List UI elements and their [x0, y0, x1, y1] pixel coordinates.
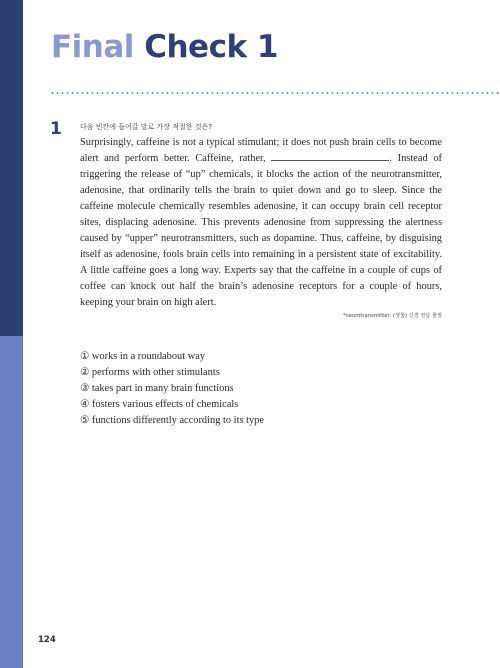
- question-passage: [80, 135, 442, 311]
- option-2: ② performs with other stimulants: [80, 367, 220, 378]
- page-title: [51, 29, 278, 65]
- passage-after-blank: . Instead of triggering the release of “up” chemicals, it blocks the action of the neurotransmitter, adenosine, that ordinarily tells the brain to quiet down and go to sleep. Since the caffeine molecule chemically resembles adenosine, it can occupy brain cell receptor sites, displacing adenosine. This prevents adenosine from suppressing the alertness caused by “upper” neurotransmitters, such as dopamine. Thus, caffeine, by disguising itself as adenosine, fools brain cells into remaining in a persistent state of excitability. A little caffeine goes a long way. Experts say that the caffeine in a couple of cups of coffee can knock out half the brain’s adenosine receptors for a couple of hours, keeping your brain on high alert.: [80, 153, 442, 308]
- passage-before-blank: Surprisingly, caffeine is not a typical stimulant; it does not push brain cells to become alert and perform better. Caffeine, rather,: [80, 137, 442, 164]
- option-1: ① works in a roundabout way: [80, 351, 206, 362]
- answer-blank: [271, 151, 389, 161]
- option-5: ⑤ functions differently according to its type: [80, 415, 264, 426]
- title-part1: Final: [51, 29, 134, 65]
- question-instruction: 다음 빈칸에 들어갈 말로 가장 적절한 것은?: [80, 123, 213, 131]
- title-part2: Check 1: [144, 29, 278, 65]
- dotted-divider: [50, 92, 500, 94]
- footnote: *neurotransmitter: (생물) 신경 전달 물질: [342, 313, 442, 319]
- page-number: 124: [38, 635, 56, 645]
- side-band-dark: [0, 0, 23, 336]
- option-4: ④ fosters various effects of chemicals: [80, 399, 239, 410]
- question-number: 1: [50, 119, 62, 139]
- option-3: ③ takes part in many brain functions: [80, 383, 234, 394]
- answer-options: [80, 349, 264, 429]
- side-band-light: [0, 336, 23, 668]
